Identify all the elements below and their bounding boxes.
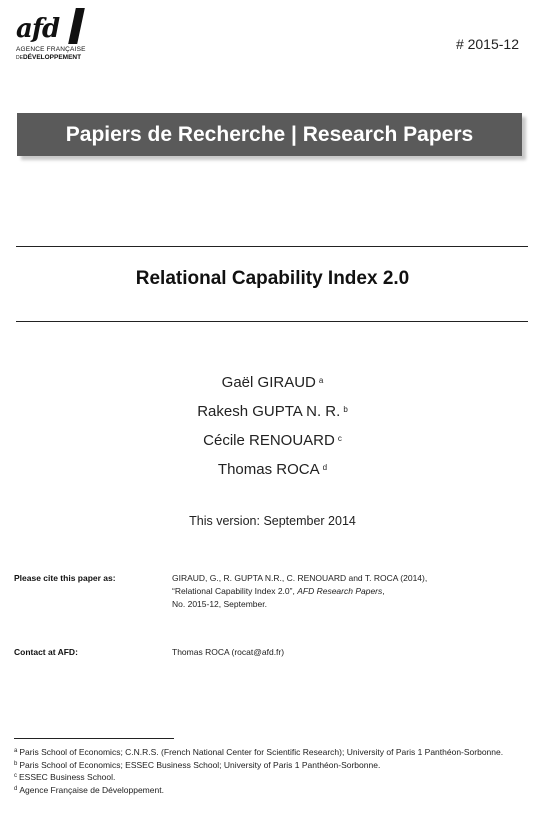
footnote-mark: a xyxy=(14,748,18,754)
footnote xyxy=(14,784,529,797)
author-name: Rakesh GUPTA N. R. xyxy=(197,403,341,420)
footnote-mark: b xyxy=(14,760,18,767)
footnote xyxy=(14,746,529,759)
citation-text xyxy=(172,572,527,611)
paper-title: Relational Capability Index 2.0 xyxy=(135,268,410,289)
author-list xyxy=(0,370,545,486)
citation-series: AFD Research Papers xyxy=(297,586,383,596)
author xyxy=(0,399,545,428)
contact-label: Contact at AFD: xyxy=(14,647,78,657)
author-mark: b xyxy=(343,405,348,414)
footnote xyxy=(14,759,529,772)
citation-line-2-post: , xyxy=(382,586,385,596)
footnote-mark: c xyxy=(14,773,17,779)
footnotes xyxy=(14,746,529,796)
author-mark: d xyxy=(322,463,328,472)
citation-line-1: GIRAUD, G., R. GUPTA N.R., C. RENOUARD and T. ROCA (2014), xyxy=(172,573,428,583)
author-name: Gaël GIRAUD xyxy=(221,374,316,391)
paper-number: # 2015-12 xyxy=(455,36,519,52)
logo-agency-line: AGENCE FRANÇAISE xyxy=(16,46,86,53)
afd-logo xyxy=(16,8,88,66)
footnote xyxy=(14,771,529,784)
footnote-text: ESSEC Business School. xyxy=(19,772,116,782)
author-name: Cécile RENOUARD xyxy=(203,432,335,449)
version-line: This version: September 2014 xyxy=(189,514,356,528)
title-bottom-rule xyxy=(16,321,528,322)
contact-value: Thomas ROCA (rocat@afd.fr) xyxy=(172,647,285,657)
author xyxy=(0,370,545,399)
logo-wordmark: afd xyxy=(16,14,60,44)
logo-line2-prefix: DE xyxy=(16,55,23,61)
author-mark: a xyxy=(318,376,324,385)
citation-line-2 xyxy=(172,585,527,598)
author xyxy=(0,428,545,457)
citation-line-2-pre: “Relational Capability Index 2.0”, xyxy=(172,586,298,596)
author-mark: c xyxy=(337,434,342,443)
author xyxy=(0,457,545,486)
logo-bar xyxy=(68,8,85,44)
title-top-rule xyxy=(16,246,528,247)
footnote-rule xyxy=(14,738,174,739)
citation-line-3: No. 2015-12, September. xyxy=(172,599,267,609)
logo-line2-text: DÉVELOPPEMENT xyxy=(22,54,82,61)
citation-label: Please cite this paper as: xyxy=(14,573,116,583)
footnote-text: Paris School of Economics; C.N.R.S. (French National Center for Scientific Research); University of Paris 1 Panthéon-Sorbonne. xyxy=(19,747,504,757)
footnote-text: Paris School of Economics; ESSEC Business School; University of Paris 1 Panthéon-Sorbonne. xyxy=(19,759,381,770)
footnote-text: Agence Française de Développement. xyxy=(19,784,164,795)
footnote-mark: d xyxy=(14,785,18,792)
series-banner: Papiers de Recherche | Research Papers xyxy=(17,113,522,156)
logo-development-line xyxy=(16,54,81,61)
author-name: Thomas ROCA xyxy=(217,461,320,478)
